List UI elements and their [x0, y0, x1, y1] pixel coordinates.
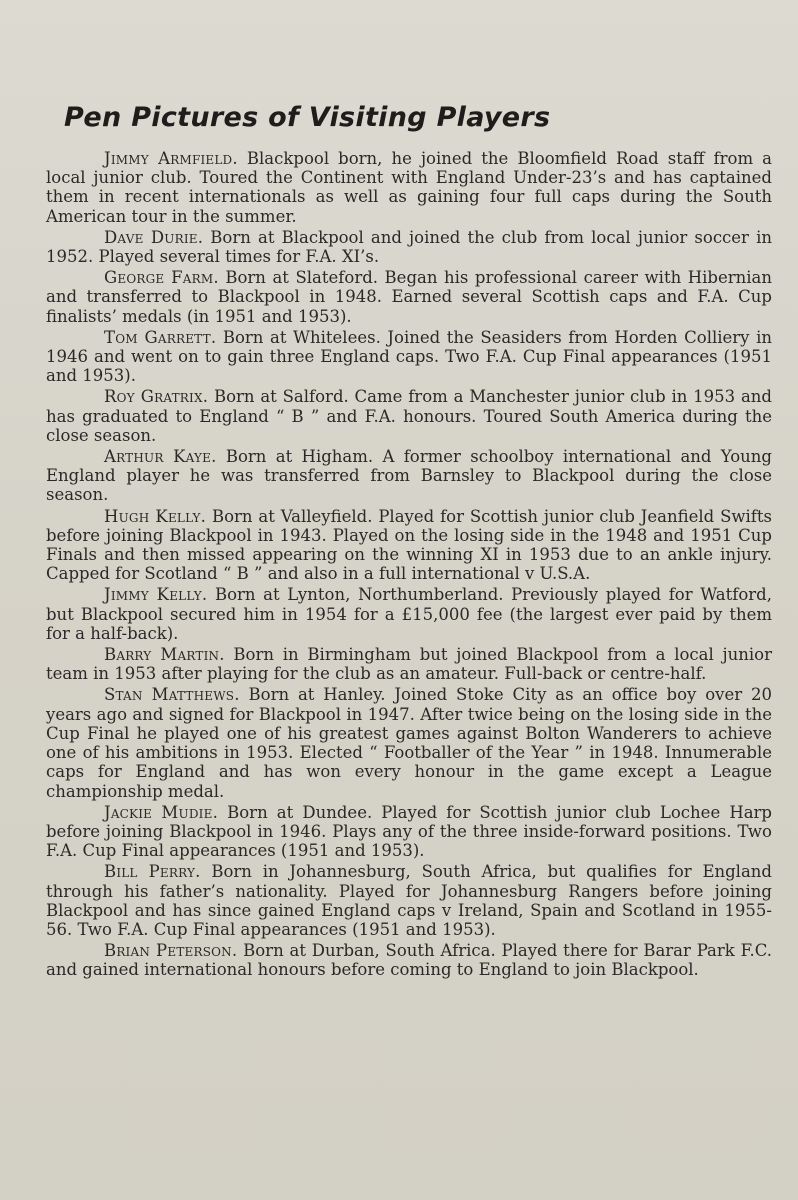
player-bio: Born in Birmingham but joined Blackpool from a local junior team in 1953 after playing for the club as an amateur. Full-back or centre-half. [46, 645, 772, 684]
player-name: Bill Perry. [104, 862, 201, 882]
player-bio: Born at Lynton, Northumberland. Previously played for Watford, but Blackpool secured him in 1954 for a £15,000 fee (the largest ever paid by them for a half-back). [46, 585, 772, 643]
player-bio: Born in Johannesburg, South Africa, but qualifies for England through his father’s nationality. Played for Johannesburg Rangers before joining Blackpool and has since gained England caps v Ireland, Spain and Scotland in 1955-56. Two F.A. Cup Final appearances (1951 and 1953). [46, 862, 772, 939]
player-bio: Born at Higham. A former schoolboy international and Young England player he was transferred from Barnsley to Blackpool during the close season. [46, 447, 772, 505]
player-entry [46, 228, 772, 266]
page-content [46, 102, 772, 982]
player-entry [46, 447, 772, 505]
player-bio: Born at Salford. Came from a Manchester junior club in 1953 and has graduated to England “ B ” and F.A. honours. Toured South America during the close season. [46, 387, 772, 445]
player-name: George Farm. [104, 268, 219, 288]
player-name: Arthur Kaye. [104, 447, 217, 467]
player-name: Jimmy Armfield. [104, 149, 238, 168]
player-bio: Born at Slateford. Began his professional career with Hibernian and transferred to Blackpool in 1948. Earned several Scottish caps and F.A. Cup finalists’ medals (in 1951 and 1953). [46, 268, 772, 326]
player-bio: Born at Whitelees. Joined the Seasiders from Horden Colliery in 1946 and went on to gain three England caps. Two F.A. Cup Final appearances (1951 and 1953). [46, 327, 772, 386]
player-bio: Born at Dundee. Played for Scottish junior club Lochee Harp before joining Blackpool in 1946. Plays any of the three inside-forward positions. Two F.A. Cup Final appearances (1951 and 1953). [46, 802, 772, 861]
player-name: Hugh Kelly. [104, 506, 207, 526]
player-bio: Born at Blackpool and joined the club from local junior soccer in 1952. Played several times for F.A. XI’s. [46, 227, 772, 267]
player-entry [46, 585, 772, 643]
player-entry [46, 387, 772, 445]
player-entry [46, 941, 772, 979]
player-name: Jimmy Kelly. [104, 585, 208, 605]
player-entry [46, 268, 772, 326]
player-name: Tom Garrett. [104, 327, 217, 347]
page-title: Pen Pictures of Visiting Players [64, 102, 551, 133]
player-entry [46, 862, 772, 939]
player-bio: Born at Durban, South Africa. Played there for Barar Park F.C. and gained international honours before coming to England to join Blackpool. [46, 941, 772, 980]
player-name: Dave Durie. [104, 227, 204, 247]
player-name: Barry Martin. [104, 645, 225, 665]
player-entry [46, 149, 772, 226]
player-entry [46, 803, 772, 861]
player-name: Stan Matthews. [104, 685, 240, 705]
player-bio: Blackpool born, he joined the Bloomfield Road staff from a local junior club. Toured the Continent with England Under-23’s and has captained them in recent internationals as well as gaining four full caps during the South American tour in the summer. [46, 149, 772, 226]
player-bio: Born at Valleyfield. Played for Scottish junior club Jeanfield Swifts before joining Blackpool in 1943. Played on the losing side in the 1948 and 1951 Cup Finals and then missed appearing on the winning XI in 1953 due to an ankle injury. Capped for Scotland “ B ” and also in a full international v U.S.A. [46, 506, 773, 584]
player-entry [46, 328, 772, 386]
player-entry [46, 645, 772, 683]
player-bio: Born at Hanley. Joined Stoke City as an office boy over 20 years ago and signed for Blackpool in 1947. After twice being on the losing side in the Cup Final he played one of his greatest games against Bolton Wanderers to achieve one of his ambitions in 1953. Elected “ Footballer of the Year ” in 1948. Innumerable caps for England and has won every honour in the game except a League championship medal. [46, 685, 772, 801]
player-name: Jackie Mudie. [104, 802, 219, 822]
player-name: Brian Peterson. [104, 941, 238, 961]
player-entry [46, 685, 772, 800]
player-entry [46, 507, 772, 584]
player-name: Roy Gratrix. [104, 387, 209, 407]
